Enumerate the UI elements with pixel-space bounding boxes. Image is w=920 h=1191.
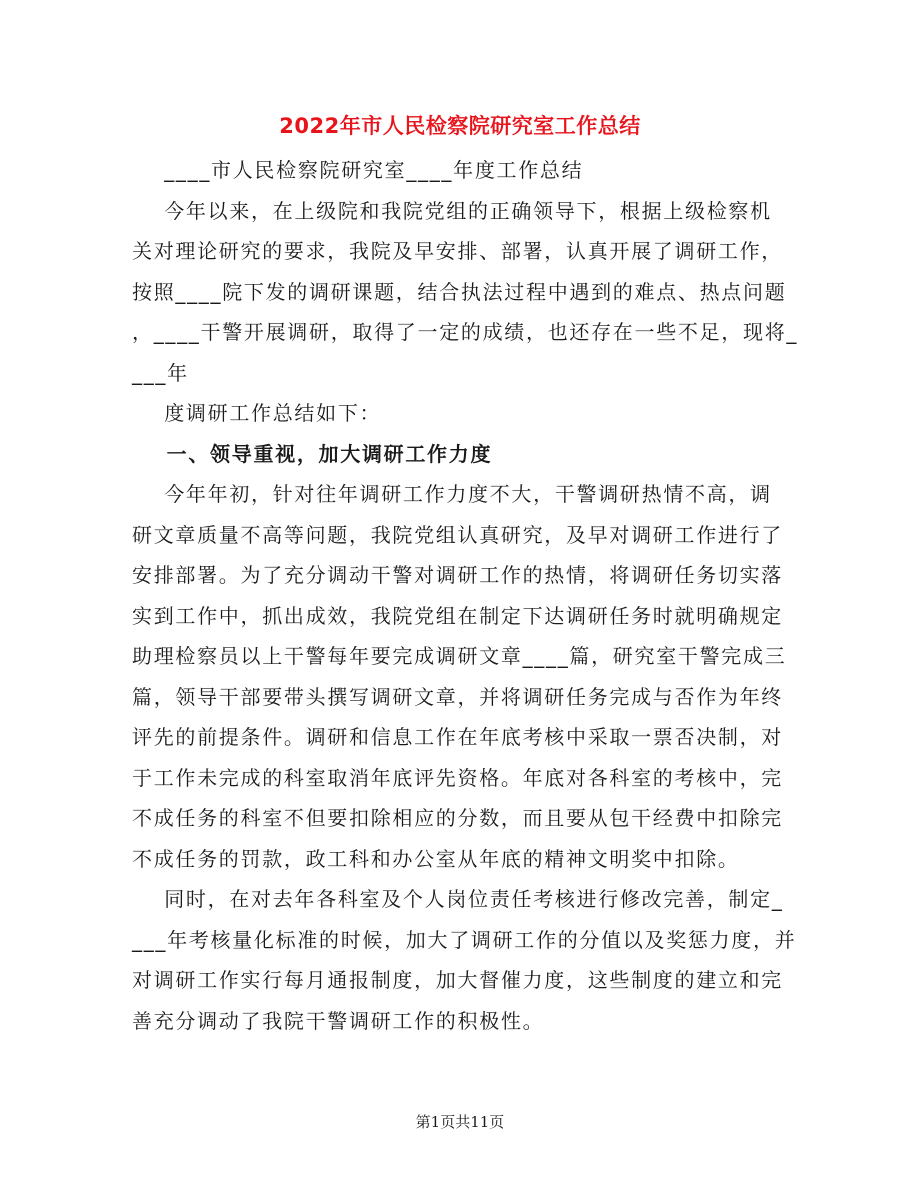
text-line: 不成任务的罚款，政工科和办公室从年底的精神文明奖中扣除。 [132,846,740,871]
text-line: 评先的前提条件。调研和信息工作在年底考核中采取一票否决制，对 [132,725,783,749]
text-line: ___年考核量化标准的时候，加大了调研工作的分值以及奖惩力度，并 [132,927,797,952]
text-line: 今年年初，针对往年调研工作力度不大，干警调研热情不高，调 [132,482,772,506]
document-body [132,150,799,1041]
text-line: 度调研工作总结如下： [132,401,382,425]
section-heading: 一、领导重视，加大调研工作力度 [132,441,493,466]
document-title: 2022年市人民检察院研究室工作总结 [279,114,641,138]
text-line: 今年以来，在上级院和我院党组的正确领导下，根据上级检察机 [132,198,772,223]
text-line: 助理检察员以上干警每年要完成调研文章____篇，研究室干警完成三 [132,644,787,668]
text-line: ，____干警开展调研，取得了一定的成绩，也还存在一些不足，现将_ [132,320,799,344]
text-line: 同时，在对去年各科室及个人岗位责任考核进行修改完善，制定_ [132,887,784,911]
text-line: 关对理论研究的要求，我院及早安排、部署，认真开展了调研工作， [132,239,783,263]
text-line: 对调研工作实行每月通报制度，加大督催力度，这些制度的建立和完 [132,968,783,992]
text-line: 安排部署。为了充分调动干警对调研工作的热情，将调研任务切实落 [132,563,783,587]
text-line: 按照____院下发的调研课题，结合执法过程中遇到的难点、热点问题 [132,279,787,304]
text-line: 善充分调动了我院干警调研工作的积极性。 [132,1008,545,1033]
text-line: 篇，领导干部要带头撰写调研文章，并将调研任务完成与否作为年终 [132,684,783,709]
text-line: ___年 [132,360,189,385]
text-line: 不成任务的科室不但要扣除相应的分数，而且要从包干经费中扣除完 [132,806,783,830]
text-line: 研文章质量不高等问题，我院党组认真研究，及早对调研工作进行了 [132,522,783,547]
page-footer: 第1页共11页 [415,1113,505,1131]
text-line: 于工作未完成的科室取消年底评先资格。年底对各科室的考核中，完 [132,765,783,790]
text-line: 实到工作中，抓出成效，我院党组在制定下达调研任务时就明确规定 [132,603,783,628]
text-line: ____市人民检察院研究室____年度工作总结 [132,158,584,182]
